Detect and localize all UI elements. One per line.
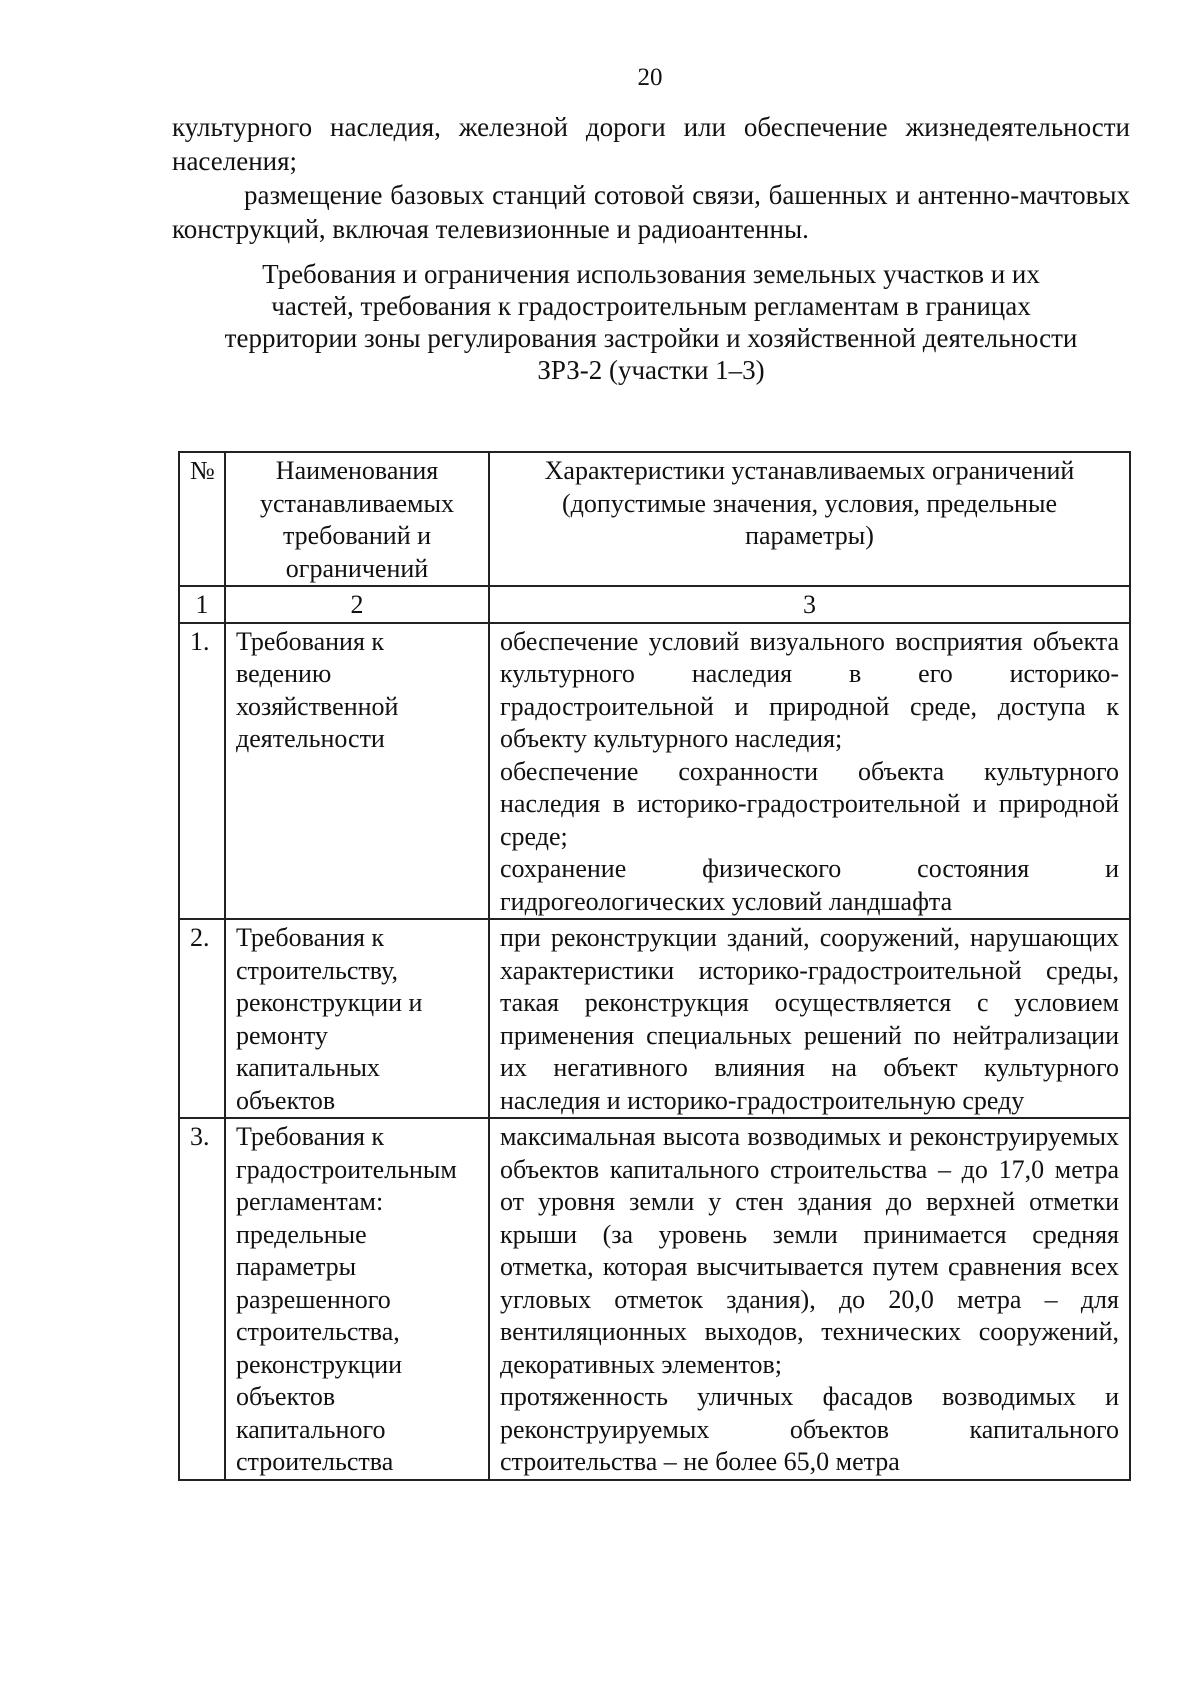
characteristic-item: сохранение физического состояния и гидрогеологических условий ландшафта (500, 854, 1119, 916)
row-characteristics-cell (489, 1118, 1130, 1480)
intro-paragraph: размещение базовых станций сотовой связи, башенных и антенно-мачтовых конструкций, включая телевизионные и радиоантенны. (172, 180, 1130, 244)
intro-paragraph: культурного наследия, железной дороги или обеспечение жизнедеятельности населения; (172, 112, 1130, 176)
column-number-cell: 2 (225, 586, 489, 623)
heading-line: частей, требования к градостроительным регламентам в границах (271, 291, 1031, 321)
characteristic-item: протяженность уличных фасадов возводимых и реконструируемых объектов капитального строительства – не более 65,0 метра (500, 1382, 1119, 1476)
heading-line: территории зоны регулирования застройки и хозяйственной деятельности (224, 323, 1078, 353)
header-cell-number: № (179, 452, 225, 586)
header-cell-characteristics: Характеристики устанавливаемых ограничений (допустимые значения, условия, предельные параметры) (489, 452, 1130, 586)
row-number-cell: 2. (179, 919, 225, 1118)
row-name-cell: Требования к ведению хозяйственной деятельности (225, 623, 489, 920)
table-row (179, 919, 1130, 1118)
characteristic-item: при реконструкции зданий, сооружений, нарушающих характеристики историко-градостроительной среды, такая реконструкция осуществляется с условием применения специальных решений по нейтрализации их негативного влияния на объект культурного наследия и историко-градостроительную среду (500, 923, 1119, 1115)
table-header-row (179, 452, 1130, 586)
column-number-cell: 3 (489, 586, 1130, 623)
intro-text (172, 110, 1130, 246)
row-characteristics-cell (489, 919, 1130, 1118)
table-row (179, 623, 1130, 920)
table-row (179, 1118, 1130, 1480)
heading-line: Требования и ограничения использования земельных участков и их (262, 259, 1040, 289)
requirements-table (178, 451, 1131, 1481)
column-number-row (179, 586, 1130, 623)
section-heading (172, 258, 1130, 386)
page-number: 20 (637, 64, 663, 91)
characteristic-item: обеспечение сохранности объекта культурного наследия в историко-градостроительной и природной среде; (500, 756, 1119, 851)
row-number-cell: 1. (179, 623, 225, 920)
row-number-cell: 3. (179, 1118, 225, 1480)
row-name-cell: Требования к градостроительным регламентам: предельные параметры разрешенного строительства, реконструкции объектов капитального строительства (225, 1118, 489, 1480)
row-name-cell: Требования к строительству, реконструкции и ремонту капитальных объектов (225, 919, 489, 1118)
column-number-cell: 1 (179, 586, 225, 623)
characteristic-item: обеспечение условий визуального восприятия объекта культурного наследия в его историко-градостроительной и природной среде, доступа к объекту культурного наследия; (500, 626, 1119, 753)
row-characteristics-cell (489, 623, 1130, 920)
heading-line: ЗРЗ-2 (участки 1–3) (537, 355, 765, 385)
header-cell-name: Наименования устанавливаемых требований и ограничений (225, 452, 489, 586)
characteristic-item: максимальная высота возводимых и реконструируемых объектов капитального строительства – до 17,0 метра от уровня земли у стен здания до верхней отметки крыши (за уровень земли принимается средняя отметка, которая высчитывается путем сравнения всех угловых отметок здания), до 20,0 метра – для вентиляционных выходов, технических сооружений, декоративных элементов; (500, 1122, 1119, 1379)
